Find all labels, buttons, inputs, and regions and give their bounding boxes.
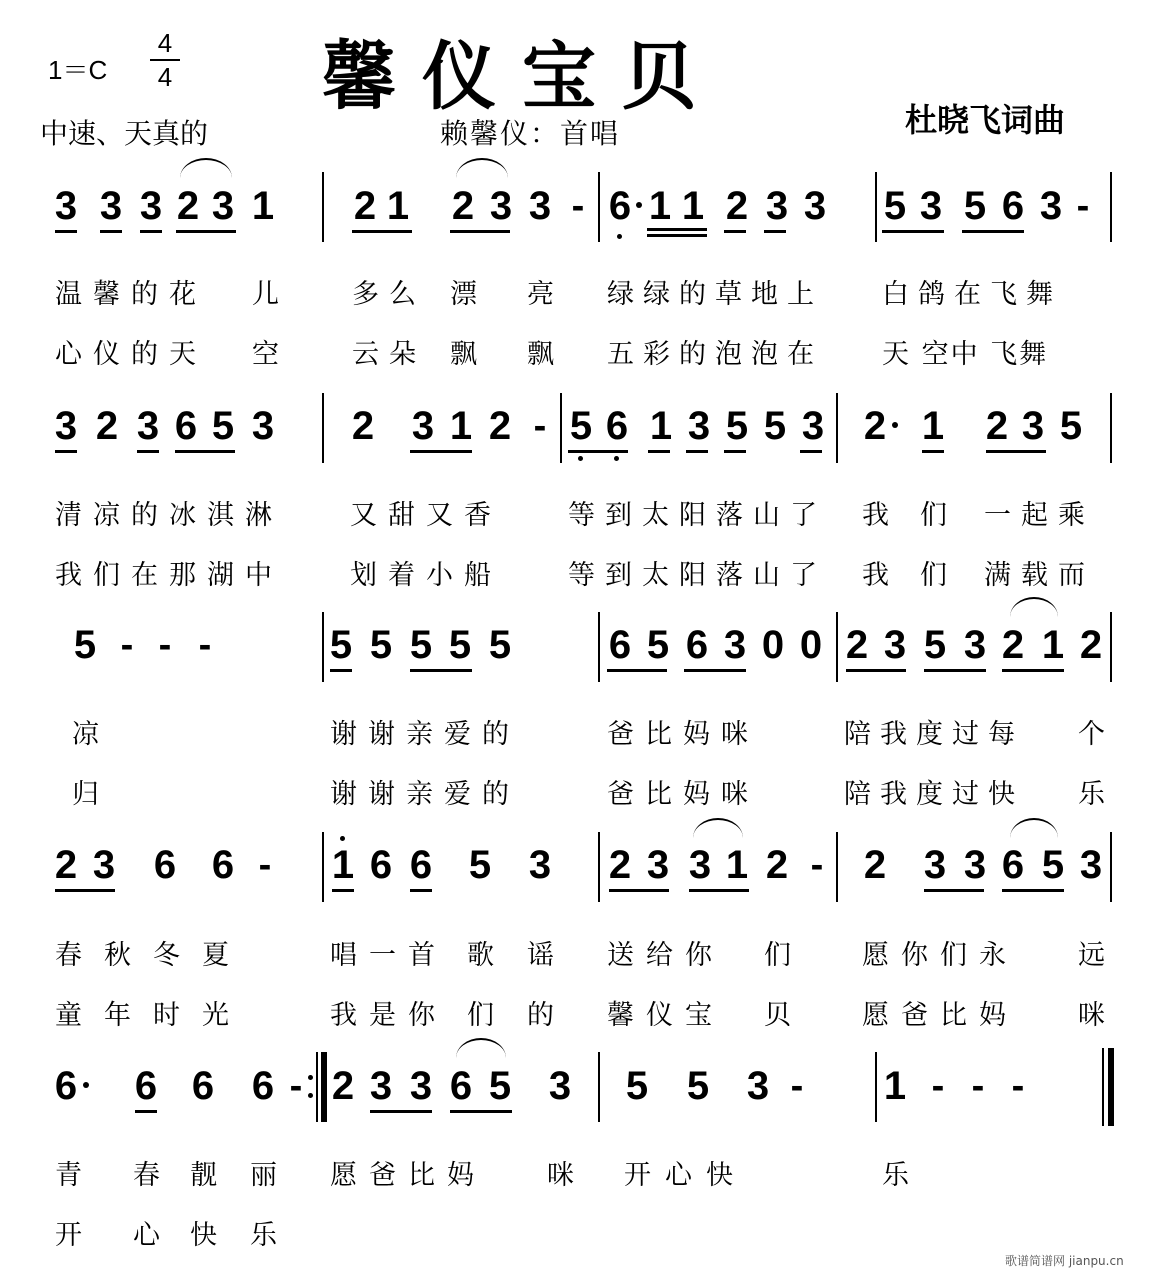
note: 3 — [963, 843, 987, 887]
repeat-dot — [308, 1075, 313, 1080]
note: 3 — [746, 1064, 770, 1108]
lyric: 春 — [133, 1160, 161, 1191]
dash: - — [571, 185, 585, 227]
underline — [100, 230, 122, 233]
note: 5 — [73, 623, 97, 667]
bar-line — [322, 832, 324, 902]
underline — [135, 1110, 157, 1113]
underline — [924, 889, 984, 892]
lyric: 谣 — [527, 940, 555, 971]
note: 5 — [468, 843, 492, 887]
underline — [986, 450, 1046, 453]
underline — [55, 889, 115, 892]
lyric: 靓 — [190, 1160, 218, 1191]
lyric: 谢谢亲爱的 — [330, 719, 520, 750]
lyric: 云朵 — [352, 339, 426, 370]
bar-line — [598, 832, 600, 902]
note: 6 — [605, 404, 629, 448]
lyric: 心 — [133, 1220, 161, 1251]
bar-line — [1110, 172, 1112, 242]
final-bar-thick — [1108, 1048, 1114, 1126]
lyric: 五彩的泡泡在 — [607, 339, 823, 370]
underline — [648, 450, 670, 453]
note: 1 — [386, 184, 410, 228]
underline — [175, 450, 235, 453]
underline — [1002, 669, 1064, 672]
key-signature: 1＝C — [48, 55, 108, 85]
lyric: 满载而 — [984, 560, 1095, 591]
note: 3 — [803, 184, 827, 228]
underline — [609, 889, 669, 892]
underline — [764, 230, 786, 233]
lyric: 送给你 — [607, 940, 724, 971]
note: 2 — [765, 843, 789, 887]
low-octave-dot — [578, 456, 583, 461]
note: 1 — [449, 404, 473, 448]
lyric: 心仪的天 — [55, 339, 207, 370]
underline — [410, 669, 472, 672]
underline — [568, 450, 628, 453]
lyric: 多么 — [352, 279, 426, 310]
augmentation-dot — [83, 1082, 89, 1088]
bar-line — [1110, 612, 1112, 682]
lyric: 们 — [920, 500, 948, 531]
underline — [684, 669, 746, 672]
lyric: 飘 — [450, 339, 478, 370]
bar-line — [598, 172, 600, 242]
note: 6 — [153, 843, 177, 887]
note: 1 — [681, 184, 705, 228]
note: 2 — [331, 1064, 355, 1108]
site-watermark: 歌谱简谱网 jianpu.cn — [1005, 1254, 1124, 1268]
lyric: 我 — [862, 560, 890, 591]
note: 5 — [883, 184, 907, 228]
lyric: 青 — [55, 1160, 83, 1191]
meter-bottom: 4 — [157, 62, 173, 92]
lyric: 开心快 — [624, 1160, 747, 1191]
note: 5 — [329, 623, 353, 667]
lyric: 温馨的花 — [55, 279, 207, 310]
lyric: 划着小船 — [350, 560, 502, 591]
lyric: 远 — [1078, 940, 1106, 971]
underline — [140, 230, 162, 233]
note: 2 — [176, 184, 200, 228]
lyric: 丽 — [250, 1160, 278, 1191]
lyric: 陪我度过快 — [844, 779, 1024, 810]
underline — [352, 230, 412, 233]
bar-line — [322, 172, 324, 242]
time-signature — [150, 30, 180, 90]
note: 3 — [489, 184, 513, 228]
note: 1 — [251, 184, 275, 228]
note: 1 — [648, 184, 672, 228]
lyric: 咪 — [1078, 1000, 1106, 1031]
underline — [450, 1110, 512, 1113]
repeat-dot — [308, 1093, 313, 1098]
note: 5 — [646, 623, 670, 667]
underline — [647, 234, 707, 237]
note: 2 — [985, 404, 1009, 448]
slur — [693, 818, 743, 838]
dash: - — [198, 624, 212, 666]
high-octave-dot — [340, 836, 345, 841]
lyric: 漂 — [450, 279, 478, 310]
underline — [1002, 889, 1064, 892]
note: 5 — [963, 184, 987, 228]
slur — [456, 158, 508, 178]
note: 5 — [763, 404, 787, 448]
slur — [1010, 818, 1058, 838]
song-title: 馨仪宝贝 — [322, 34, 722, 120]
note: 2 — [353, 184, 377, 228]
dash: - — [1076, 185, 1090, 227]
note: 3 — [528, 184, 552, 228]
note: 5 — [1059, 404, 1083, 448]
note: 3 — [92, 843, 116, 887]
note: 6 — [211, 843, 235, 887]
note: 3 — [923, 843, 947, 887]
lyric: 归 — [72, 779, 100, 810]
lyric: 贝 — [764, 1000, 792, 1031]
lyric: 等到太阳落山了 — [568, 500, 827, 531]
lyric: 童年时光 — [55, 1000, 251, 1031]
note: 6 — [685, 623, 709, 667]
note: 1 — [331, 843, 355, 887]
singer-credit: 赖馨仪：首唱 — [440, 117, 621, 150]
lyric: 一起乘 — [984, 500, 1095, 531]
note: 3 — [528, 843, 552, 887]
note: 2 — [351, 404, 375, 448]
underline — [922, 450, 944, 453]
note: 3 — [1021, 404, 1045, 448]
underline — [410, 889, 432, 892]
slur — [1010, 597, 1058, 617]
underline — [450, 230, 510, 233]
underline — [410, 450, 472, 453]
note: 5 — [488, 1064, 512, 1108]
note: 3 — [646, 843, 670, 887]
underline — [846, 669, 906, 672]
lyric: 我们在那湖中 — [55, 560, 283, 591]
lyric: 愿爸比妈 — [862, 1000, 1018, 1031]
note: 3 — [883, 623, 907, 667]
note: 3 — [369, 1064, 393, 1108]
note: 2 — [1079, 623, 1103, 667]
meter-top: 4 — [157, 28, 173, 58]
dash: - — [258, 844, 272, 886]
repeat-bar-thick — [321, 1052, 327, 1122]
bar-line — [836, 393, 838, 463]
lyric: 天 空中 飞舞 — [882, 339, 1049, 370]
note: 3 — [409, 1064, 433, 1108]
lyric: 谢谢亲爱的 — [330, 779, 520, 810]
note: 3 — [54, 404, 78, 448]
dash: - — [1011, 1065, 1025, 1107]
note: 3 — [99, 184, 123, 228]
note: 6 — [369, 843, 393, 887]
note: 6 — [608, 184, 632, 228]
bar-line — [836, 612, 838, 682]
note: 5 — [569, 404, 593, 448]
augmentation-dot — [636, 202, 642, 208]
note: 6 — [174, 404, 198, 448]
note: 3 — [136, 404, 160, 448]
bar-line — [875, 1052, 877, 1122]
note: 1 — [921, 404, 945, 448]
author-credit: 杜晓飞词曲 — [905, 101, 1066, 139]
note: 2 — [608, 843, 632, 887]
lyric: 馨仪宝 — [607, 1000, 724, 1031]
lyric: 又甜又香 — [350, 500, 502, 531]
note: 3 — [963, 623, 987, 667]
note: 5 — [1041, 843, 1065, 887]
lyric: 儿 — [252, 279, 280, 310]
underline — [330, 669, 352, 672]
note: 2 — [863, 843, 887, 887]
note: 1 — [883, 1064, 907, 1108]
note: 3 — [1039, 184, 1063, 228]
lyric: 个 — [1078, 719, 1106, 750]
note: 6 — [251, 1064, 275, 1108]
lyric: 清凉的冰淇淋 — [55, 500, 283, 531]
note: 6 — [409, 843, 433, 887]
bar-line — [875, 172, 877, 242]
note: 3 — [211, 184, 235, 228]
note: 3 — [687, 404, 711, 448]
tempo-marking: 中速、天真的 — [40, 117, 209, 150]
slur — [180, 158, 232, 178]
note: 6 — [54, 1064, 78, 1108]
lyric: 白鸽在飞舞 — [882, 279, 1062, 310]
lyric: 们 — [920, 560, 948, 591]
underline — [882, 230, 944, 233]
note: 3 — [54, 184, 78, 228]
bar-line — [1110, 393, 1112, 463]
note: 6 — [134, 1064, 158, 1108]
note: 3 — [411, 404, 435, 448]
lyric: 等到太阳落山了 — [568, 560, 827, 591]
lyric: 飘 — [527, 339, 555, 370]
lyric: 愿爸比妈 — [330, 1160, 486, 1191]
note: 3 — [548, 1064, 572, 1108]
lyric: 咪 — [547, 1160, 575, 1191]
underline — [137, 450, 159, 453]
underline — [370, 1110, 432, 1113]
bar-line — [560, 393, 562, 463]
note: 1 — [725, 843, 749, 887]
underline — [647, 228, 707, 231]
dash: - — [289, 1065, 303, 1107]
lyric: 陪我度过每 — [844, 719, 1024, 750]
note: 2 — [845, 623, 869, 667]
note: 6 — [1001, 184, 1025, 228]
underline — [176, 230, 236, 233]
lyric: 爸比妈咪 — [607, 779, 759, 810]
note: 0 — [761, 623, 785, 667]
note: 5 — [923, 623, 947, 667]
lyric: 们 — [764, 940, 792, 971]
low-octave-dot — [614, 456, 619, 461]
note: 5 — [448, 623, 472, 667]
lyric: 我 — [862, 500, 890, 531]
bar-line — [1110, 832, 1112, 902]
underline — [724, 450, 746, 453]
note: 3 — [919, 184, 943, 228]
note: 3 — [251, 404, 275, 448]
underline — [724, 230, 746, 233]
bar-line — [598, 612, 600, 682]
dash: - — [971, 1065, 985, 1107]
underline — [962, 230, 1024, 233]
lyric: 快 — [190, 1220, 218, 1251]
bar-line — [322, 393, 324, 463]
dash: - — [931, 1065, 945, 1107]
note: 2 — [54, 843, 78, 887]
note: 2 — [1001, 623, 1025, 667]
lyric: 乐 — [250, 1220, 278, 1251]
lyric: 乐 — [1078, 779, 1106, 810]
note: 5 — [488, 623, 512, 667]
dash: - — [533, 405, 547, 447]
note: 5 — [369, 623, 393, 667]
lyric: 春秋冬夏 — [55, 940, 251, 971]
underline — [55, 230, 77, 233]
low-octave-dot — [617, 234, 622, 239]
lyric: 爸比妈咪 — [607, 719, 759, 750]
underline — [686, 450, 708, 453]
note: 3 — [801, 404, 825, 448]
note: 3 — [1079, 843, 1103, 887]
lyric: 愿你们永 — [862, 940, 1018, 971]
lyric: 凉 — [72, 719, 100, 750]
lyric: 的 — [527, 1000, 555, 1031]
underline — [55, 450, 77, 453]
note: 5 — [409, 623, 433, 667]
note: 2 — [95, 404, 119, 448]
note: 2 — [451, 184, 475, 228]
note: 5 — [725, 404, 749, 448]
bar-line — [836, 832, 838, 902]
slur — [456, 1038, 506, 1058]
note: 6 — [608, 623, 632, 667]
lyric: 乐 — [882, 1160, 910, 1191]
underline — [607, 669, 667, 672]
note: 2 — [725, 184, 749, 228]
note: 6 — [449, 1064, 473, 1108]
note: 2 — [863, 404, 887, 448]
underline — [924, 669, 986, 672]
note: 5 — [211, 404, 235, 448]
note: 3 — [765, 184, 789, 228]
note: 2 — [488, 404, 512, 448]
lyric: 开 — [55, 1220, 83, 1251]
note: 5 — [625, 1064, 649, 1108]
lyric: 空 — [252, 339, 280, 370]
note: 6 — [191, 1064, 215, 1108]
dash: - — [810, 844, 824, 886]
lyric: 绿绿的草地上 — [607, 279, 823, 310]
bar-line — [322, 612, 324, 682]
final-bar-thin — [1102, 1048, 1104, 1126]
dash: - — [790, 1065, 804, 1107]
lyric: 我是你 — [330, 1000, 447, 1031]
underline — [332, 889, 354, 892]
underline — [800, 450, 822, 453]
note: 3 — [723, 623, 747, 667]
lyric: 唱一首 — [330, 940, 447, 971]
underline — [689, 889, 749, 892]
meter-divider — [150, 59, 180, 61]
note: 3 — [688, 843, 712, 887]
note: 1 — [649, 404, 673, 448]
dash: - — [120, 624, 134, 666]
note: 5 — [686, 1064, 710, 1108]
note: 3 — [139, 184, 163, 228]
augmentation-dot — [892, 422, 898, 428]
repeat-bar-thin — [316, 1052, 318, 1122]
bar-line — [598, 1052, 600, 1122]
lyric: 歌 — [467, 940, 495, 971]
note: 0 — [799, 623, 823, 667]
lyric: 亮 — [527, 279, 555, 310]
dash: - — [158, 624, 172, 666]
note: 6 — [1001, 843, 1025, 887]
note: 1 — [1041, 623, 1065, 667]
lyric: 们 — [467, 1000, 495, 1031]
